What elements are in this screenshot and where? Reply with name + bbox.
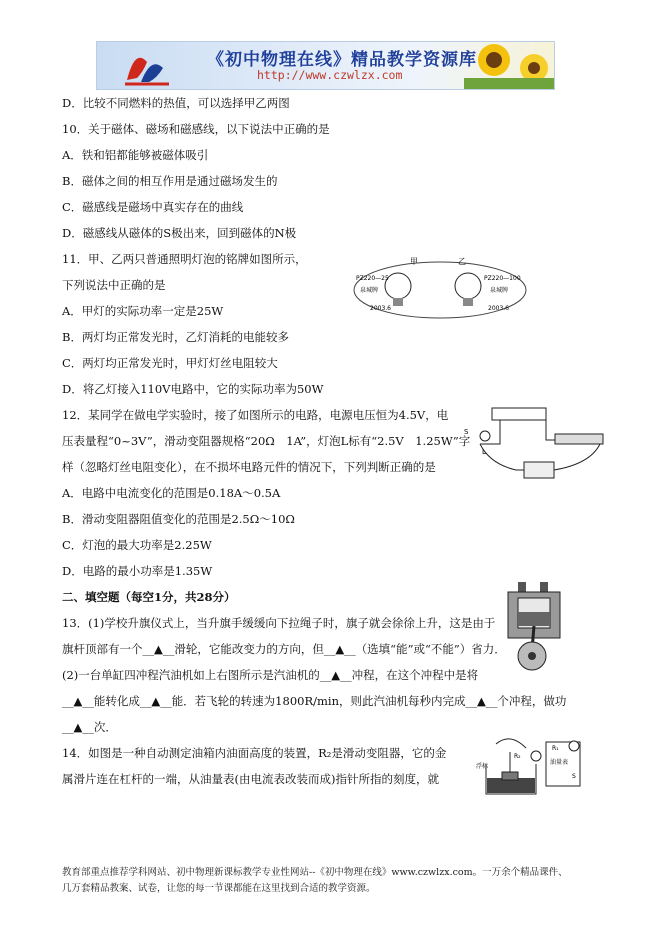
line-1: D．比较不同燃料的热值，可以选择甲乙两图 <box>62 96 290 110</box>
meter-label: 油量表 <box>550 759 569 766</box>
date-b: 2003.6 <box>488 305 509 312</box>
line-12: D．将乙灯接入110V电路中，它的实际功率为50W <box>62 382 324 396</box>
bulbs-figure <box>350 252 530 320</box>
lamp-label: L <box>482 448 486 456</box>
section-heading: 二、填空题（每空1分，共28分） <box>62 590 236 604</box>
line-22: 旗杆顶部有一个__▲__滑轮，它能改变力的方向，但__▲__（选填“能”或“不能”）省力． <box>62 642 506 656</box>
line-26: 14．如图是一种自动测定油箱内油面高度的装置，R₂是滑动变阻器，它的金 <box>62 746 447 760</box>
line-25: __▲__次． <box>62 720 117 734</box>
lamp-b-label: 乙 <box>458 257 466 266</box>
float-label: 浮标 <box>476 763 489 770</box>
line-8: 下列说法中正确的是 <box>62 278 166 292</box>
line-16: A．电路中电流变化的范围是0.18A～0.5A <box>62 486 281 500</box>
line-27: 属滑片连在杠杆的一端，从油量表(由电流表改装而成)指针所指的刻度，就 <box>62 772 439 786</box>
line-19: D．电路的最小功率是1.35W <box>62 564 213 578</box>
r2-label: R₂ <box>514 753 521 760</box>
footer-line-1: 教育部重点推荐学科网站、初中物理新课标教学专业性网站--《初中物理在线》www.czwlzx.com。一万余个精品课件、 <box>62 867 568 878</box>
line-13: 12．某同学在做电学实验时，接了如图所示的电路，电源电压恒为4.5V，电 <box>62 408 449 422</box>
line-7: 11．甲、乙两只普通照明灯泡的铭牌如图所示， <box>62 252 307 266</box>
line-6: D．磁感线从磁体的S极出来，回到磁体的N极 <box>62 226 297 240</box>
line-11: C．两灯均正常发光时，甲灯灯丝电阻较大 <box>62 356 278 370</box>
brand-a: 泉城牌 <box>360 287 379 294</box>
line-18: C．灯泡的最大功率是2.25W <box>62 538 212 552</box>
lamp-a-label: 甲 <box>410 257 418 266</box>
line-9: A．甲灯的实际功率一定是25W <box>62 304 224 318</box>
banner-url: http://www.czwlzx.com <box>257 68 403 82</box>
engine-figure <box>496 580 576 676</box>
sunflower-icon <box>464 42 554 89</box>
logo-icon <box>117 42 177 89</box>
line-2: 10．关于磁体、磁场和磁感线，以下说法中正确的是 <box>62 122 330 136</box>
header-banner <box>96 41 555 90</box>
line-15: 样（忽略灯丝电阻变化），在不损坏电路元件的情况下，下列判断正确的是 <box>62 460 436 474</box>
banner-title: 《初中物理在线》精品教学资源库 <box>207 50 477 70</box>
date-a: 2003.6 <box>370 305 391 312</box>
line-24: __▲__能转化成__▲__能．若飞轮的转速为1800R/min，则此汽油机每秒内完成__▲__个冲程，做功 <box>62 694 567 708</box>
switch-label: S <box>572 773 576 780</box>
line-21: 13．(1)学校升旗仪式上，当升旗手缓缓向下拉绳子时，旗子就会徐徐上升，这是由于 <box>62 616 496 630</box>
oil-gauge-figure <box>476 734 586 802</box>
brand-b: 泉城牌 <box>490 287 509 294</box>
line-14: 压表量程“0~3V”，滑动变阻器规格“20Ω 1A”，灯泡L标有“2.5V 1.25W”字 <box>62 434 471 448</box>
switch-label: S <box>464 428 469 436</box>
line-23: (2)一台单缸四冲程汽油机如上右图所示是汽油机的__▲__冲程，在这个冲程中是将 <box>62 668 479 682</box>
line-3: A．铁和铝都能够被磁体吸引 <box>62 148 209 162</box>
line-10: B．两灯均正常发光时，乙灯消耗的电能较多 <box>62 330 289 344</box>
line-5: C．磁感线是磁场中真实存在的曲线 <box>62 200 244 214</box>
plate-a: PZ220—25 <box>356 275 389 282</box>
plate-b: PZ220—100 <box>484 275 521 282</box>
r1-label: R₁ <box>552 745 559 752</box>
circuit-figure <box>460 404 610 484</box>
line-4: B．磁体之间的相互作用是通过磁场发生的 <box>62 174 278 188</box>
line-17: B．滑动变阻器阻值变化的范围是2.5Ω～10Ω <box>62 512 295 526</box>
footer-line-2: 几万套精品教案、试卷，让您的每一节课都能在这里找到合适的教学资源。 <box>62 883 376 894</box>
